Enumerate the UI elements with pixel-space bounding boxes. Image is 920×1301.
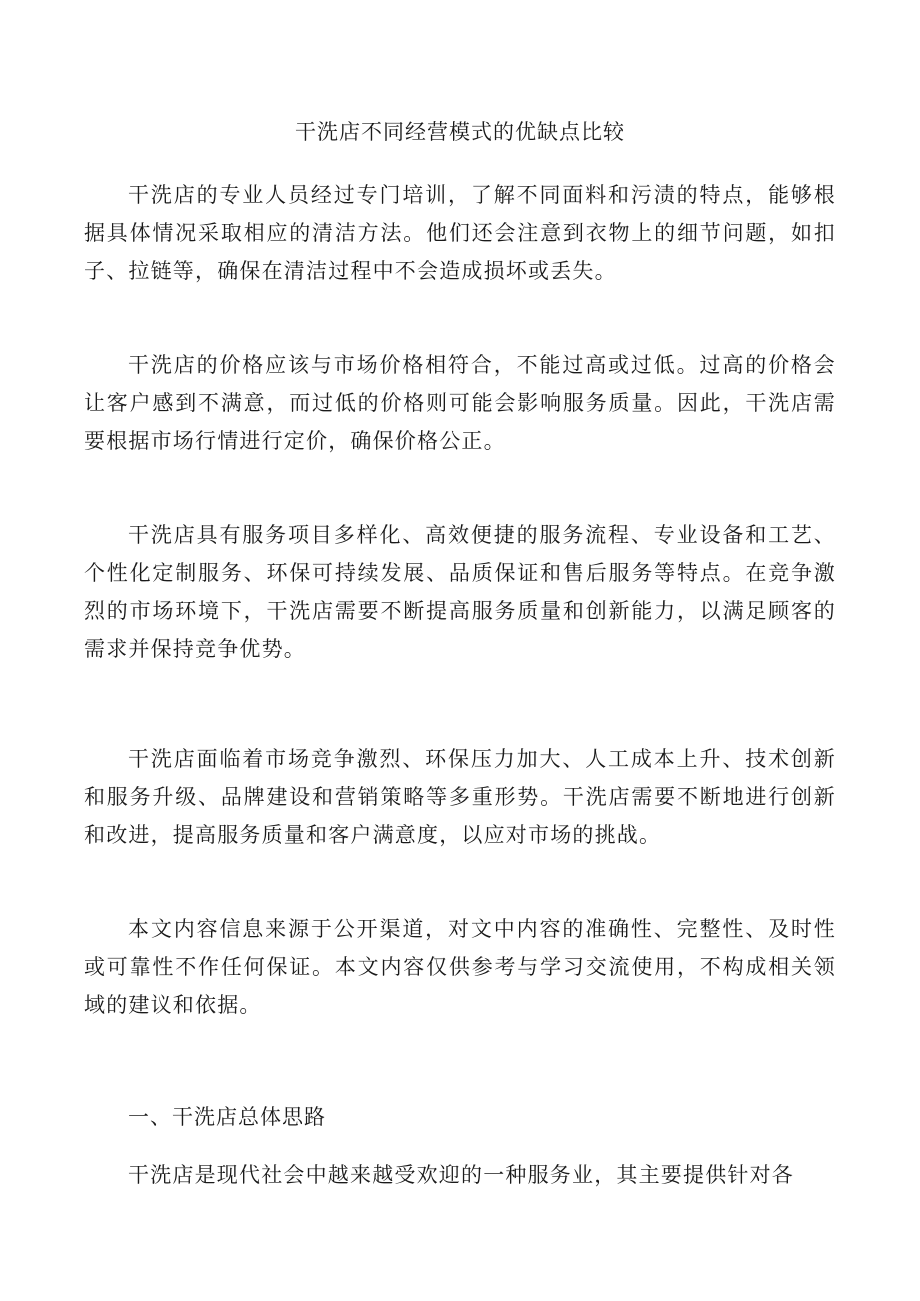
paragraph-professional-staff: 干洗店的专业人员经过专门培训，了解不同面料和污渍的特点，能够根据具体情况采取相应的清洁方法。他们还会注意到衣物上的细节问题，如扣子、拉链等，确保在清洁过程中不会造成损坏或丢失。 <box>84 183 836 283</box>
paragraph-pricing: 干洗店的价格应该与市场价格相符合，不能过高或过低。过高的价格会让客户感到不满意，而过低的价格则可能会影响服务质量。因此，干洗店需要根据市场行情进行定价，确保价格公正。 <box>84 353 836 453</box>
paragraph-disclaimer: 本文内容信息来源于公开渠道，对文中内容的准确性、完整性、及时性或可靠性不作任何保证。本文内容仅供参考与学习交流使用，不构成相关领域的建议和依据。 <box>84 917 836 1017</box>
document-title: 干洗店不同经营模式的优缺点比较 <box>295 120 625 144</box>
section-paragraph: 干洗店是现代社会中越来越受欢迎的一种服务业，其主要提供针对各 <box>128 1163 794 1187</box>
section-heading: 一、干洗店总体思路 <box>128 1105 326 1129</box>
paragraph-features: 干洗店具有服务项目多样化、高效便捷的服务流程、专业设备和工艺、个性化定制服务、环保可持续发展、品质保证和售后服务等特点。在竞争激烈的市场环境下，干洗店需要不断提高服务质量和创新能力，以满足顾客的需求并保持竞争优势。 <box>84 523 836 661</box>
paragraph-challenges: 干洗店面临着市场竞争激烈、环保压力加大、人工成本上升、技术创新和服务升级、品牌建设和营销策略等多重形势。干洗店需要不断地进行创新和改进，提高服务质量和客户满意度，以应对市场的挑战。 <box>84 747 836 847</box>
